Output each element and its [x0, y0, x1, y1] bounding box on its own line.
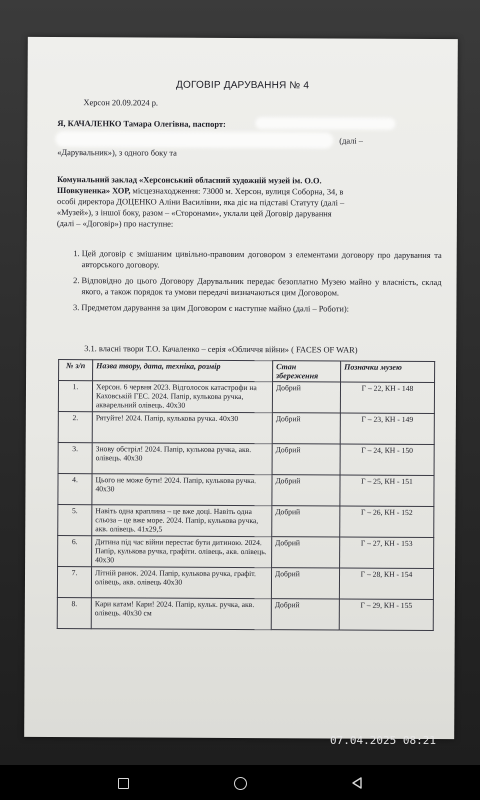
row-state: Добрий — [272, 475, 340, 506]
table-row — [58, 536, 434, 569]
term-item: 2. Відповідно до цього Договору Дарувальник передає безоплатно Музею майно у власність, склад якого, а також порядок та умови передачі визначаються цим Договором. — [81, 275, 441, 299]
row-number: 2. — [58, 412, 92, 443]
row-number: 6. — [58, 536, 92, 567]
donor-role-line: «Дарувальник»), з одного боку та — [57, 148, 177, 158]
row-title: Знову обстріл! 2024. Папір, кулькова ручка, акв. олівець. 40х30 — [92, 443, 272, 475]
row-mark: Г – 25, КН - 151 — [340, 475, 434, 506]
row-state: Добрий — [272, 382, 340, 413]
museum-parties-line: «Музей»), з іншої боку, разом – «Сторонами», уклали цей Договір дарування — [56, 208, 332, 219]
term-item: 1. Цей договір є змішаним цивільно-правовим договором з елементами договору про дарування та авторського договору. — [82, 248, 442, 272]
table-row — [57, 598, 433, 631]
row-title: Цього не може бути! 2024. Папір, кулькова ручка. 40х30 — [92, 474, 272, 506]
contract-title: ДОГОВІР ДАРУВАННЯ № 4 — [176, 79, 310, 92]
redaction-mark — [255, 117, 395, 130]
museum-agreement-line: (далі – «Договір») про наступне: — [56, 219, 174, 229]
redaction-mark — [55, 131, 333, 148]
table-row — [58, 412, 434, 445]
table-row — [58, 443, 434, 476]
museum-director-line: особі директора ДОЦЕНКО Аліни Василівни, яка діє на підставі Статуту (далі – — [56, 197, 345, 208]
recent-apps-button[interactable] — [108, 771, 138, 795]
col-header-marks: Позначки музею — [341, 361, 435, 382]
row-state: Добрий — [272, 444, 340, 475]
row-number: 4. — [58, 474, 92, 505]
museum-name-end: Шовкуненка» ХОР, — [57, 186, 131, 196]
row-mark: Г – 26, КН - 152 — [340, 506, 434, 537]
row-number: 8. — [57, 598, 91, 629]
home-icon — [234, 777, 247, 790]
row-state: Добрий — [272, 506, 340, 537]
row-title: Навіть одна краплина – це вже доці. Навіть одна сльоза – це вже море. 2024. Папір, кулькова ручка, акв. олівець. 41х29,5 — [92, 505, 272, 537]
row-mark: Г – 29, КН - 155 — [339, 599, 433, 630]
row-title: Херсон. 6 червня 2023. Відголосок катастрофи на Каховській ГЕС. 2024. Папір, кулькова ручка, акварельний олівець. 40х30 — [92, 381, 272, 413]
row-number: 7. — [57, 567, 91, 598]
col-header-state: Стан збереження — [273, 361, 341, 382]
subterm-3-1: 3.1. власні твори Т.О. Качаленко – серія «Обличчя війни» ( FACES OF WAR) — [84, 344, 358, 355]
works-table — [57, 359, 435, 631]
android-nav-bar — [0, 765, 480, 800]
table-row — [58, 505, 434, 538]
row-mark: Г – 27, КН - 153 — [340, 537, 434, 568]
col-header-title: Назва твору, дата, техніка, розмір — [93, 360, 273, 382]
photo-timestamp: 07.04.2025 08:21 — [330, 734, 436, 747]
home-button[interactable] — [225, 771, 255, 795]
back-icon — [351, 777, 363, 789]
city-date: Херсон 20.09.2024 р. — [83, 98, 159, 108]
museum-address: місцезнаходження: 73000 м. Херсон, вулиця Соборна, 34, в — [130, 186, 344, 197]
table-row — [58, 474, 434, 507]
row-mark: Г – 24, КН - 150 — [340, 444, 434, 475]
table-row — [58, 381, 434, 414]
contract-terms — [66, 248, 441, 320]
donor-tail: (далі – — [339, 136, 363, 146]
back-button[interactable] — [342, 771, 372, 795]
row-number: 1. — [58, 381, 92, 412]
row-state: Добрий — [271, 599, 339, 630]
row-title: Літній ранок. 2024. Папір, кулькова ручка, графіт. олівець, акв. олівець 40х30 — [91, 567, 271, 599]
row-title: Рятуйте! 2024. Папір, кулькова ручка. 40х30 — [92, 412, 272, 444]
row-number: 3. — [58, 443, 92, 474]
row-mark: Г – 22, КН - 148 — [340, 382, 434, 413]
row-mark: Г – 28, КН - 154 — [339, 568, 433, 599]
table-row — [57, 567, 433, 600]
donor-name-line: Я, КАЧАЛЕНКО Тамара Олегівна, паспорт: — [57, 119, 226, 129]
recent-apps-icon — [118, 778, 129, 789]
row-state: Добрий — [271, 568, 339, 599]
row-title: Дитина під час війни перестає бути дитиною. 2024. Папір, кулькова ручка, графіти. олівець, акв. олівець. 40х30 — [92, 536, 272, 568]
col-header-number: № з/п — [59, 360, 93, 381]
contract-page — [24, 37, 458, 739]
table-header-row — [59, 360, 435, 383]
museum-name-line: Комунальний заклад «Херсонський обласний художній музей ім. О.О. — [57, 175, 322, 186]
row-state: Добрий — [272, 413, 340, 444]
row-state: Добрий — [272, 537, 340, 568]
row-title: Кари катам! Кари! 2024. Папір, кульк. ручка, акв. олівець. 40х30 см — [91, 598, 271, 630]
row-number: 5. — [58, 505, 92, 536]
row-mark: Г – 23, КН - 149 — [340, 413, 434, 444]
term-item: 3. Предметом дарування за цим Договором є наступне майно (далі – Роботи): — [81, 302, 441, 315]
